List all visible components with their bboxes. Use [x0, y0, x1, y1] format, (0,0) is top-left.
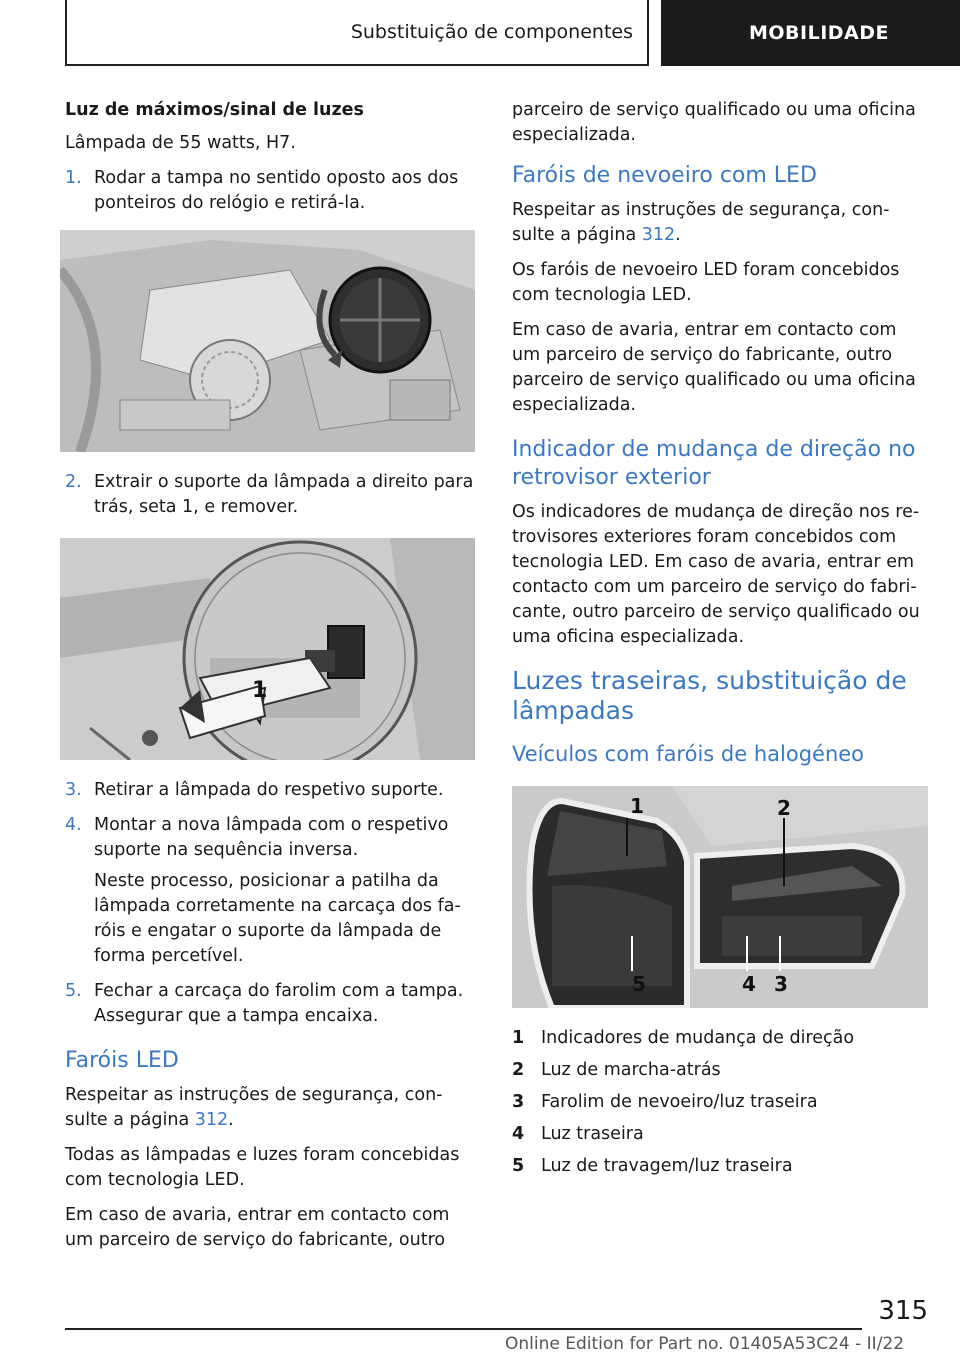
continued-paragraph: parceiro de serviço qualificado ou uma oficina especializada. [512, 100, 916, 145]
step-3 [65, 778, 477, 803]
led-headlights-title: Faróis LED [65, 1048, 179, 1073]
step-text: Rodar a tampa no sentido oposto aos dos ponteiros do relógio e retirá-la. [94, 168, 459, 213]
headlight-cover-figure [60, 230, 475, 452]
figure-callout: 2 [777, 796, 791, 820]
step-number: 3. [65, 780, 82, 800]
step-number: 5. [65, 981, 82, 1001]
right-column [512, 98, 928, 1186]
step-text: Montar a nova lâmpada com o respetivo suporte na sequência inversa. [94, 815, 449, 860]
step-2 [65, 470, 477, 520]
page-link[interactable]: 312 [641, 225, 676, 245]
led-paragraph: Todas as lâmpadas e luzes foram concebidas com tecnologia LED. [65, 1145, 460, 1190]
led-safety-note: Respeitar as instruções de segurança, con-sulte a página 312. [65, 1085, 443, 1130]
chapter-tab [65, 0, 649, 66]
fog-safety-note: Respeitar as instruções de segurança, con-sulte a página 312. [512, 200, 890, 245]
step-text: Extrair o suporte da lâmpada a direito para trás, seta 1, e remover. [94, 472, 474, 517]
footer-divider [65, 1328, 862, 1330]
rear-lights-title: Luzes traseiras, substituição de lâmpadas [512, 666, 907, 725]
section-title: MOBILIDADE [749, 22, 890, 44]
chapter-title: Substituição de componentes [350, 21, 633, 43]
legend-item: 3 Farolim de nevoeiro/luz traseira [512, 1092, 818, 1112]
step-4-note: Neste processo, posicionar a patilha da lâmpada corretamente na carcaça dos fa-róis e engatar o suporte da lâmpada de forma percetível. [94, 871, 461, 966]
step-number: 2. [65, 472, 82, 492]
left-column [65, 98, 477, 1263]
edition-label: Online Edition for Part no. 01405A53C24 - II/22 [505, 1334, 905, 1354]
figure-callout: 1 [630, 794, 644, 818]
page-link[interactable]: 312 [194, 1110, 229, 1130]
step-number: 1. [65, 168, 82, 188]
legend-item: 2 Luz de marcha-atrás [512, 1060, 721, 1080]
fog-paragraph-service: Em caso de avaria, entrar em contacto com um parceiro de serviço do fabricante, outro parceiro de serviço qualificado ou uma oficina especializada. [512, 320, 916, 415]
led-paragraph-service: Em caso de avaria, entrar em contacto com um parceiro de serviço do fabricante, outro [65, 1205, 450, 1250]
figure-callout: 4 [742, 972, 756, 996]
step-text: Fechar a carcaça do farolim com a tampa. Assegurar que a tampa encaixa. [94, 981, 464, 1026]
step-number: 4. [65, 815, 82, 835]
figure-callout: 3 [774, 972, 788, 996]
high-beam-heading: Luz de máximos/sinal de luzes [65, 100, 364, 120]
step-1 [65, 166, 477, 216]
step-text: Retirar a lâmpada do respetivo suporte. [94, 780, 444, 800]
mirror-paragraph: Os indicadores de mudança de direção nos re-trovisores exteriores foram concebidos com tecnologia LED. Em caso de avaria, entrar em contacto com um parceiro de serviço do fabri-cante, outro parceiro de serviço qualificado ou uma oficina especializada. [512, 502, 920, 647]
legend-item: 4 Luz traseira [512, 1124, 644, 1144]
arrow-callout-1: 1 [252, 678, 268, 703]
step-4 [65, 813, 477, 863]
tail-light-figure [512, 786, 928, 1008]
halogen-subtitle: Veículos com faróis de halogéneo [512, 742, 865, 766]
fog-paragraph: Os faróis de nevoeiro LED foram concebidos com tecnologia LED. [512, 260, 900, 305]
bulb-holder-figure [60, 538, 475, 760]
figure-callout: 5 [632, 972, 646, 996]
legend-item: 5 Luz de travagem/luz traseira [512, 1156, 793, 1176]
figure-legend [512, 1026, 928, 1179]
legend-item: 1 Indicadores de mudança de direção [512, 1028, 855, 1048]
step-5 [65, 979, 477, 1029]
mirror-indicator-title: Indicador de mudança de direção no retrovisor exterior [512, 437, 916, 490]
bulb-spec: Lâmpada de 55 watts, H7. [65, 133, 296, 153]
section-tab [661, 0, 960, 66]
fog-lights-title: Faróis de nevoeiro com LED [512, 163, 817, 188]
page-number: 315 [878, 1296, 928, 1326]
